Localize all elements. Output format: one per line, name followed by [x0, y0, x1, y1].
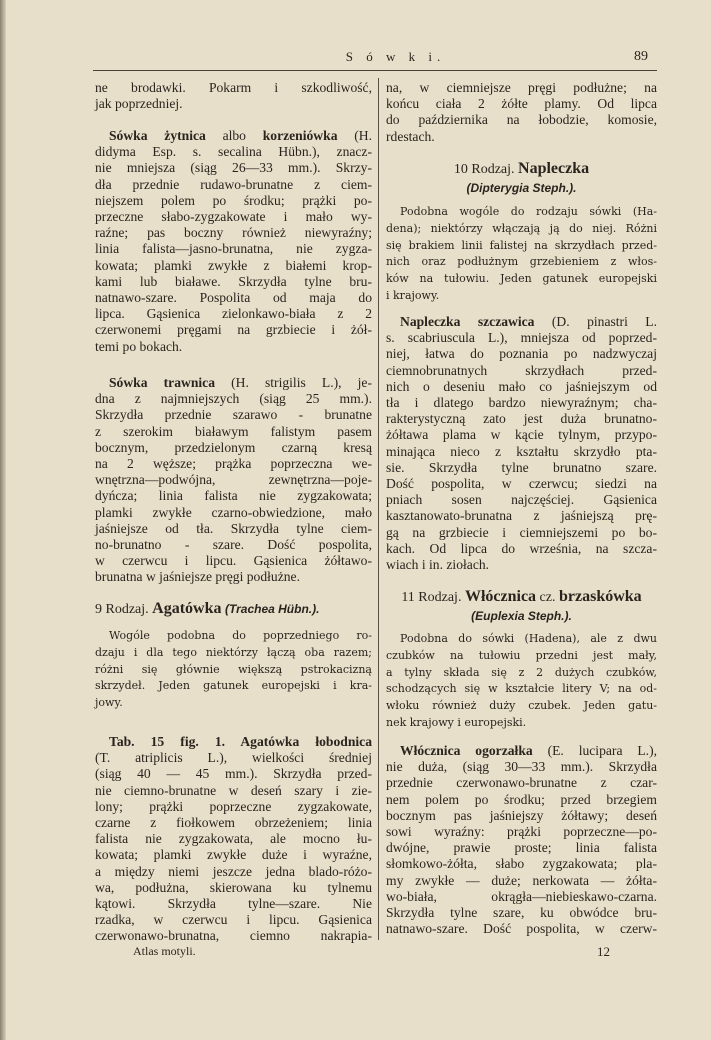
- text-run: linia falista—jasno-brunatna, nie zygza-: [95, 241, 372, 257]
- genus-heading-agatowka: [95, 601, 372, 618]
- genus-heading-wlocznica: [386, 588, 657, 626]
- text-run: bocznym, przedzielonym czarną kresą: [95, 439, 372, 455]
- text-run: nek krajowy i europejski.: [386, 715, 527, 729]
- text-run: ciemnobrunatnych skrzydłach przed-: [386, 362, 657, 378]
- text-line: [386, 808, 657, 824]
- text-run: cz.: [536, 590, 559, 605]
- genus-description-agatowka: [95, 628, 372, 712]
- text-line: [95, 144, 372, 160]
- text-line: [386, 889, 657, 905]
- text-run: my zwykłe — duże; nerkowata — żółta-: [386, 872, 657, 888]
- text-run: czarne z fiołkowem obrzeżeniem; linia: [95, 815, 372, 831]
- text-run: no-brunatno - szare. Dość pospolita,: [95, 537, 372, 553]
- text-line: [95, 750, 372, 766]
- text-run: przednie czerwonawo-brunatne z czar-: [386, 775, 657, 791]
- text-run: czubków na tułowiu przedni jest mały,: [386, 648, 657, 662]
- text-line: [386, 631, 657, 648]
- text-run: lipca. Gąsienica zielonkawo-biała z 2: [95, 306, 372, 322]
- text-run: (H.: [337, 128, 372, 143]
- text-line: [95, 553, 372, 569]
- text-run: natnawo-szare. Pospolita od maja do: [95, 290, 372, 306]
- text-run: kątowi. Skrzydła tylne—szare. Nie: [95, 896, 372, 912]
- text-run: didyma Esp. s. secalina Hübn.), znacz-: [95, 144, 372, 160]
- text-run: rdestach.: [386, 128, 435, 144]
- text-run: plamki zwykłe czarno-obwiedzione, mało: [95, 504, 372, 520]
- text-run: falista nie zygzakowata, ale mocno łu-: [95, 831, 372, 847]
- text-line: [386, 824, 657, 840]
- text-line: [386, 665, 657, 682]
- text-line: [386, 775, 657, 791]
- text-line: [386, 444, 657, 460]
- text-run: Podobna do sówki (Hadena), ale z dwu: [400, 632, 657, 645]
- text-line: [95, 928, 372, 944]
- text-line: [386, 698, 657, 715]
- text-run: jaśniejsze od tła. Skrzydła tylne ciem-: [95, 520, 372, 536]
- text-run: Podobna wogóle do rodzaju sówki (Ha-: [400, 205, 657, 218]
- text-line: [95, 864, 372, 880]
- footer-sheet-number: 12: [597, 944, 610, 959]
- text-line: [95, 896, 372, 912]
- text-line: [386, 508, 657, 524]
- text-line: [95, 440, 372, 456]
- text-line: [95, 880, 372, 896]
- text-run: nem polem po środku; przed brzegiem: [386, 791, 657, 807]
- text-run: (siąg 40 — 45 mm.). Skrzydła przed-: [95, 766, 372, 782]
- latin-genus-name: (Dipterygia Steph.).: [466, 181, 577, 195]
- footer-signature: Atlas motyli.: [133, 944, 196, 958]
- text-line: [95, 678, 372, 695]
- text-line: [386, 905, 657, 921]
- text-run: 10 Rodzaj.: [453, 162, 519, 177]
- text-run: rakterystyczną zato jest duża brunatno-: [386, 411, 657, 427]
- text-run: a tylny składa się z 2 dużych czubków,: [386, 665, 657, 679]
- paragraph-continuation-right: [386, 80, 657, 145]
- text-run: nie duża, (siąg 30—33 mm.). Skrzydła: [386, 759, 657, 775]
- text-line: [386, 427, 657, 443]
- text-run: żółtawa plama w kącie tylnym, przypo-: [386, 427, 657, 443]
- text-run: lony; prążki poprzeczne zygzakowate,: [95, 798, 372, 814]
- text-run: dzaju i dla tego niektórzy łączą oba razem;: [95, 645, 372, 659]
- genus-name: Agatówka: [152, 600, 222, 617]
- text-line: [95, 209, 372, 225]
- text-run: Skrzydła przednie szarawo - brunatne: [95, 407, 372, 423]
- text-line: [95, 96, 372, 112]
- text-line: [386, 179, 657, 198]
- text-line: [386, 80, 657, 96]
- paragraph-wlocznica-ogorzalka: [386, 743, 657, 937]
- text-run: skrzydeł. Jeden gatunek europejski i kra-: [95, 679, 372, 693]
- text-line: [95, 628, 372, 645]
- text-line: [95, 322, 372, 338]
- text-line: [386, 254, 657, 271]
- text-line: [386, 129, 657, 145]
- text-line: [95, 424, 372, 440]
- text-run: tła i dlatego bardzo niewyraźnym; cha-: [386, 395, 657, 411]
- text-run: bocznym pas jaśniejszy żółtawy; deseń: [386, 807, 657, 823]
- text-line: [386, 921, 657, 937]
- text-run: (T. atriplicis L.), wielkości średniej: [95, 750, 372, 766]
- text-line: [386, 238, 657, 255]
- text-line: [95, 80, 372, 96]
- text-run: końcu ciała 2 żółte plamy. Od lipca: [386, 96, 657, 112]
- text-run: pniach sosen najczęściej. Gąsienica: [386, 492, 657, 508]
- text-line: [95, 488, 372, 504]
- paragraph-sowka-trawnica: [95, 375, 372, 586]
- text-line: [95, 177, 372, 193]
- text-line: [95, 306, 372, 322]
- text-run: z szerokim białawym falistym pasem: [95, 423, 372, 439]
- running-title: S ó w k i.: [345, 49, 446, 64]
- text-run: nie mniejsza (siąg 26—33 mm.). Skrzy-: [95, 160, 372, 176]
- text-line: [386, 856, 657, 872]
- text-run: 11 Rodzaj.: [401, 590, 465, 605]
- header-rule: [93, 70, 657, 71]
- text-line: [386, 840, 657, 856]
- text-run: niej, łatwa do poznania po nadzwyczaj: [386, 346, 657, 362]
- text-line: [386, 346, 657, 362]
- text-run: Skrzydła tylne szare, ku obwódce bru-: [386, 905, 657, 921]
- text-run: kowata; plamki zwykłe z białemi krop-: [95, 257, 372, 273]
- text-line: [386, 492, 657, 508]
- text-line: [95, 339, 372, 355]
- text-run: kasztanowato-brunatna z jaśniejszą prę-: [386, 508, 657, 524]
- text-line: [95, 391, 372, 407]
- text-run: sowi wyraźny: prążki poprzeczne—po-: [386, 824, 657, 840]
- text-line: [386, 476, 657, 492]
- text-run: ków na tułowiu. Jeden gatunek europejski: [386, 272, 657, 286]
- text-run: wnętrzna—podwójna, zewnętrzna—poje-: [95, 472, 372, 488]
- text-line: [95, 225, 372, 241]
- text-line: [386, 363, 657, 379]
- text-line: [95, 662, 372, 679]
- text-line: [95, 160, 372, 176]
- text-run: włoku również duży czubek. Jeden gatu-: [386, 699, 657, 713]
- text-line: [95, 912, 372, 928]
- text-line: [386, 159, 657, 179]
- text-line: [386, 411, 657, 427]
- text-line: [386, 204, 657, 221]
- paragraph-continuation: [95, 80, 372, 112]
- text-run: Dość pospolita, w czerwcu; siedzi na: [386, 476, 657, 492]
- text-run: sie. Skrzydła tylne brunatno szare.: [386, 459, 657, 475]
- text-line: [386, 759, 657, 775]
- book-binding-edge: [0, 0, 6, 1040]
- text-run: a między niemi jeszcze jedna blado-różo-: [95, 863, 372, 879]
- text-run: dyńcza; linia falista nie zygzakowata;: [95, 488, 372, 504]
- species-name: Sówka żytnica: [109, 128, 206, 143]
- text-run: na, w ciemniejsze pręgi podłużne; na: [386, 80, 657, 95]
- text-line: [95, 128, 372, 144]
- text-line: [95, 766, 372, 782]
- genus-name: Włócznica: [464, 588, 537, 605]
- text-line: [95, 274, 372, 290]
- text-line: [95, 456, 372, 472]
- text-run: minająca nieco z kształtu skrzydło pta-: [386, 443, 657, 459]
- text-run: słomkowo-żółta, słabo zygzakowata; pla-: [386, 856, 657, 872]
- text-run: nich oraz podłużnym grzebieniem z włos-: [386, 255, 657, 269]
- paragraph-napleczka-szczawica: [386, 314, 657, 573]
- text-run: dwójne, prawie proste; linia falista: [386, 840, 657, 856]
- text-run: niejszem polem po środku; prążki po-: [95, 192, 372, 208]
- text-line: [386, 557, 657, 573]
- latin-genus-name: (Euplexia Steph.).: [471, 609, 572, 623]
- text-line: [95, 601, 372, 618]
- text-run: wa, podłużna, skierowana ku tylnemu: [95, 879, 372, 895]
- text-line: [386, 288, 657, 305]
- text-line: [386, 743, 657, 759]
- text-run: temi po bokach.: [95, 338, 183, 354]
- text-line: [95, 375, 372, 391]
- text-run: różni się głównie większą pstrokacizną: [95, 662, 372, 676]
- text-line: [95, 241, 372, 257]
- column-divider: [378, 78, 379, 940]
- text-line: [95, 569, 372, 585]
- latin-genus-name: (Trachea Hübn.).: [225, 602, 320, 616]
- page-number: 89: [634, 49, 648, 64]
- text-run: raźne; pas boczny również niewyraźny;: [95, 225, 372, 241]
- text-run: wo-biała, okrągła—niebieskawo-czarna.: [386, 888, 657, 904]
- text-run: s. scabriuscula L.), mniejsza od poprzed-: [386, 330, 657, 346]
- genus-heading-napleczka: [386, 159, 657, 198]
- text-run: i krajowy.: [386, 288, 440, 302]
- text-run: (E. lucipara L.),: [532, 743, 657, 758]
- text-run: dena); niektórzy włączają ją do niej. Różni: [386, 221, 657, 235]
- text-run: albo: [205, 128, 263, 143]
- text-line: [95, 645, 372, 662]
- text-run: ne brodawki. Pokarm i szkodliwość,: [95, 80, 372, 95]
- text-line: [386, 648, 657, 665]
- species-name: korzeniówka: [262, 128, 338, 143]
- text-line: [95, 815, 372, 831]
- text-line: [95, 783, 372, 799]
- text-run: kowata; plamki zwykłe duże i wyraźne,: [95, 847, 372, 863]
- text-line: [386, 873, 657, 889]
- text-run: się brakiem linii falistej na skrzydłach przed-: [386, 238, 657, 252]
- paragraph-sowka-zytnica: [95, 128, 372, 355]
- text-line: [95, 521, 372, 537]
- text-run: kach. Od lipca do września, na szcza-: [386, 540, 657, 556]
- text-run: nich o deseniu mało co jaśniejszym od: [386, 378, 657, 394]
- text-line: [386, 715, 657, 732]
- text-run: rzadka, w czerwcu i lipcu. Gąsienica: [95, 912, 372, 928]
- genus-description-wlocznica: [386, 631, 657, 732]
- text-run: Wogóle podobna do poprzedniego ro-: [109, 629, 372, 642]
- text-line: [386, 96, 657, 112]
- text-run: brunatna w jaśniejsze pręgi podłużne.: [95, 569, 300, 585]
- text-run: w czerwcu i lipcu. Gąsienica żółtawo-: [95, 553, 372, 569]
- text-line: [386, 395, 657, 411]
- text-run: schodzących się w kształcie litery V; na od-: [386, 682, 657, 696]
- paragraph-agatowka-lobodnica: [95, 734, 372, 945]
- genus-name: Napleczka: [518, 160, 590, 177]
- text-line: [95, 831, 372, 847]
- text-line: [95, 407, 372, 423]
- text-line: [386, 221, 657, 238]
- text-line: [95, 472, 372, 488]
- text-run: natnawo-szare. Dość pospolita, w czerw-: [386, 921, 657, 937]
- text-line: [95, 258, 372, 274]
- text-line: [386, 330, 657, 346]
- species-name: Tab. 15 fig. 1. Agatówka łobodnica: [109, 734, 372, 749]
- genus-description-napleczka: [386, 204, 657, 305]
- species-name: Napleczka szczawica: [400, 314, 535, 329]
- text-line: [95, 734, 372, 750]
- text-line: [386, 588, 657, 607]
- text-line: [386, 607, 657, 626]
- text-line: [386, 271, 657, 288]
- text-run: jak poprzedniej.: [95, 96, 183, 112]
- text-line: [386, 379, 657, 395]
- text-run: dna z najmniejszych (siąg 25 mm.).: [95, 391, 372, 407]
- text-run: czerwonawo-brunatna, ciemno nakrapia-: [95, 928, 372, 944]
- text-run: wiach i in. ziołach.: [386, 557, 490, 573]
- text-line: [386, 792, 657, 808]
- species-name: Włócznica ogorzałka: [400, 743, 533, 758]
- genus-name: brzaskówka: [558, 588, 642, 605]
- text-run: do października na łobodzie, komosie,: [386, 112, 657, 128]
- text-line: [95, 799, 372, 815]
- text-line: [95, 537, 372, 553]
- text-line: [95, 290, 372, 306]
- text-run: dła przednie rudawo-brunatne z ciem-: [95, 176, 372, 192]
- text-line: [95, 505, 372, 521]
- text-run: przeczne słabo-zygzakowate i mało wy-: [95, 209, 372, 225]
- text-run: jowy.: [95, 696, 123, 710]
- text-line: [95, 847, 372, 863]
- species-name: Sówka trawnica: [109, 375, 215, 390]
- text-run: czerwonemi pręgami na grzbiecie i żół-: [95, 322, 372, 338]
- text-line: [386, 525, 657, 541]
- text-run: gą na grzbiecie i ciemniejszemi po bo-: [386, 524, 657, 540]
- text-run: (H. strigilis L.), je-: [215, 375, 372, 390]
- text-line: [386, 460, 657, 476]
- text-run: na 2 węższe; prążka poprzeczna we-: [95, 456, 372, 472]
- text-line: [95, 695, 372, 712]
- text-run: nie ciemno-brunatne w deseń szary i zie-: [95, 782, 372, 798]
- text-line: [386, 541, 657, 557]
- text-line: [95, 193, 372, 209]
- text-run: kami lub białawe. Skrzydła tylne bru-: [95, 273, 372, 289]
- text-run: (D. pinastri L.: [534, 314, 658, 329]
- text-line: [386, 112, 657, 128]
- text-line: [386, 314, 657, 330]
- text-line: [386, 681, 657, 698]
- text-run: 9 Rodzaj.: [95, 602, 153, 617]
